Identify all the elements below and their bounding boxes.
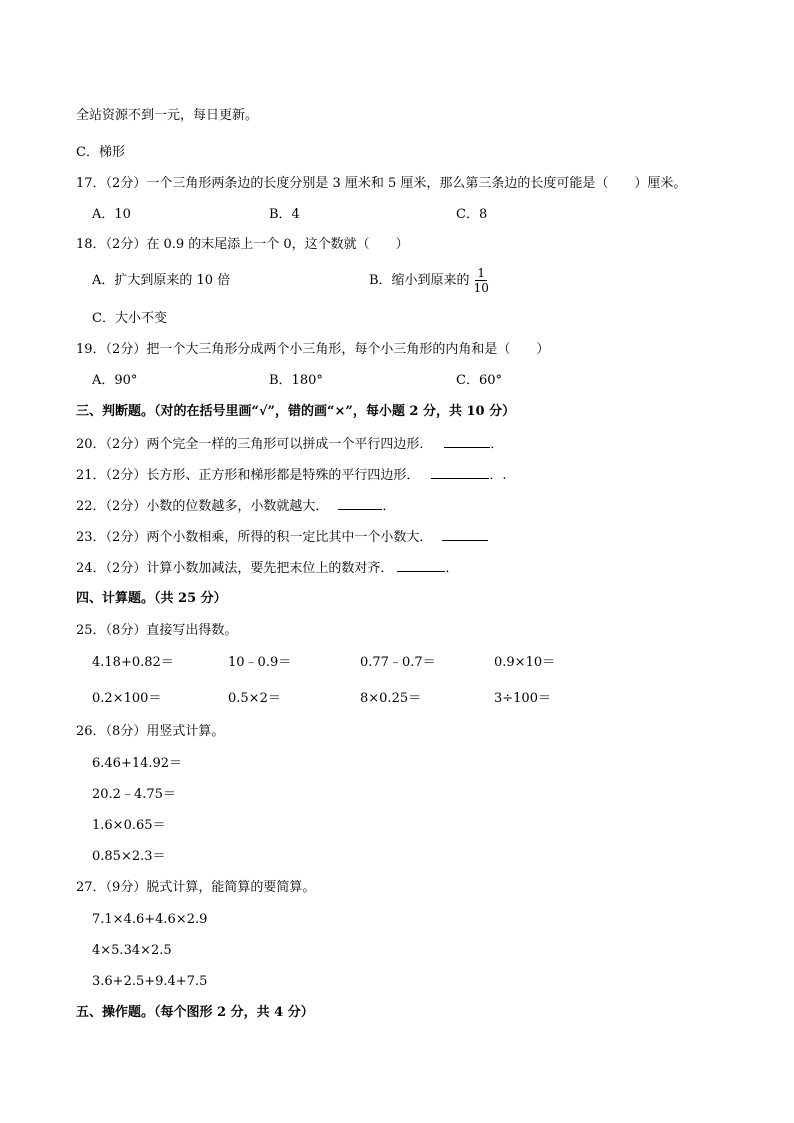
answer-blank[interactable]	[431, 466, 489, 479]
q26-item: 6.46+14.92＝	[92, 756, 183, 771]
q17-option-c: C．8	[456, 207, 488, 222]
section-4-heading: 四、计算题。（共 25 分）	[76, 591, 227, 606]
q27-item: 3.6+2.5+9.4+7.5	[92, 974, 208, 989]
q17-option-b: B．4	[269, 207, 300, 222]
judge-item-23	[76, 528, 488, 547]
q27-item: 7.1×4.6+4.6×2.9	[92, 912, 208, 927]
fraction-denominator: 10	[473, 281, 489, 295]
q26-item: 0.85×2.3＝	[92, 849, 166, 864]
header-note: 全站资源不到一元，每日更新。	[76, 108, 259, 123]
answer-blank[interactable]	[397, 559, 445, 572]
fraction	[472, 266, 491, 295]
q25-item: 0.9×10＝	[494, 655, 556, 670]
judge-item-end: ．	[445, 561, 459, 576]
judge-item-text: 22．（2分）小数的位数越多，小数就越大．	[76, 499, 329, 514]
judge-item-end: ．	[382, 499, 396, 514]
answer-blank[interactable]	[444, 435, 490, 448]
q19-option-a: A．90°	[92, 373, 138, 388]
q18-option-c: C．大小不变	[92, 311, 167, 326]
judge-item-text: 21．（2分）长方形、正方形和梯形都是特殊的平行四边形．	[76, 468, 420, 483]
fraction-numerator: 1	[477, 266, 486, 280]
judge-item-21	[76, 466, 506, 485]
q25-item: 3÷100＝	[494, 691, 551, 706]
q25-stem: 25．（8分）直接写出得数。	[76, 623, 238, 638]
q26-item: 20.2﹣4.75＝	[92, 787, 176, 802]
q18-option-a: A．扩大到原来的 10 倍	[92, 273, 231, 288]
q19-option-c: C．60°	[456, 373, 502, 388]
judge-item-text: 23．（2分）两个小数相乘，所得的积一定比其中一个小数大．	[76, 530, 433, 545]
q18-option-b-text: B．缩小到原来的	[369, 273, 470, 288]
q25-item: 0.2×100＝	[92, 691, 162, 706]
judge-item-22	[76, 497, 395, 516]
judge-item-end: ．.	[489, 468, 507, 483]
q19-stem: 19．（2分）把一个大三角形分成两个小三角形，每个小三角形的内角和是（ ）	[76, 342, 550, 357]
q18-stem: 18．（2分）在 0.9 的末尾添上一个 0，这个数就（ ）	[76, 237, 409, 252]
q16-option-c: C．梯形	[76, 145, 125, 160]
q27-item: 4×5.34×2.5	[92, 943, 172, 958]
q26-item: 1.6×0.65＝	[92, 818, 166, 833]
q17-option-a: A．10	[92, 207, 131, 222]
section-3-heading: 三、判断题。（对的在括号里画“√”，错的画“×”，每小题 2 分，共 10 分）	[76, 404, 516, 419]
q18-option-b	[369, 265, 491, 297]
q25-item: 0.5×2＝	[228, 691, 281, 706]
q26-stem: 26．（8分）用竖式计算。	[76, 724, 225, 739]
judge-item-24	[76, 559, 458, 578]
q25-item: 8×0.25＝	[360, 691, 422, 706]
q25-item: 4.18+0.82＝	[92, 655, 174, 670]
judge-item-text: 24．（2分）计算小数加减法，要先把末位上的数对齐．	[76, 561, 394, 576]
q19-option-b: B．180°	[269, 373, 323, 388]
q17-stem: 17．（2分）一个三角形两条边的长度分别是 3 厘米和 5 厘米，那么第三条边的长度可能是（ ）厘米。	[76, 176, 687, 191]
judge-item-20	[76, 435, 503, 454]
section-5-heading: 五、操作题。（每个图形 2 分，共 4 分）	[76, 1005, 314, 1020]
judge-item-end: ．	[490, 437, 504, 452]
answer-blank[interactable]	[442, 528, 488, 541]
judge-item-text: 20．（2分）两个完全一样的三角形可以拼成一个平行四边形．	[76, 437, 433, 452]
answer-blank[interactable]	[338, 497, 382, 510]
q27-stem: 27．（9分）脱式计算，能简算的要简算。	[76, 880, 316, 895]
q25-item: 10﹣0.9＝	[228, 655, 292, 670]
q25-item: 0.77﹣0.7＝	[360, 655, 436, 670]
